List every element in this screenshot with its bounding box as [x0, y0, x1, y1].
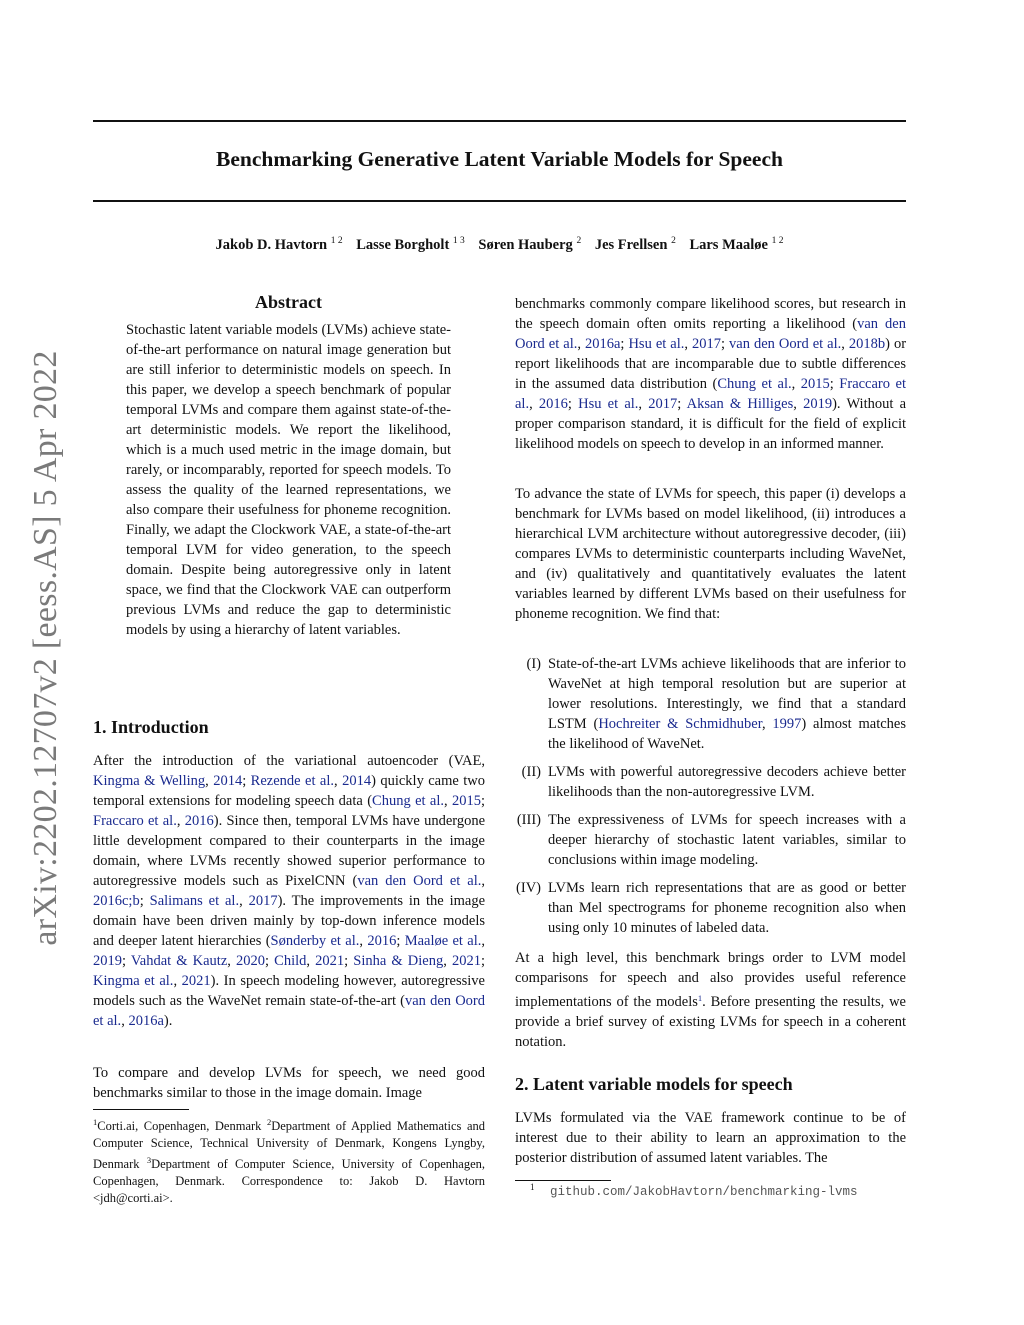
citation-link[interactable]: 2017 — [648, 396, 678, 412]
citation-link[interactable]: 2015 — [451, 793, 481, 809]
citation-link[interactable]: 2017 — [692, 336, 721, 352]
paper-title: Benchmarking Generative Latent Variable Models for Speech — [216, 147, 783, 171]
introduction-paragraph: After the introduction of the variational autoencoder (VAE, Kingma & Welling, 2014; Rezende et al., 2014) quickly came two temporal extensions for modeling speech data (Chung et al., 2015; Fraccaro et al., 2016). Since then, temporal LVMs have undergone little development compared to their counterparts in the image domain, where LVMs recently showed superior performance to autoregressive models such as PixelCNN (van den Oord et al., 2016c;b; Salimans et al., 2017). The improvements in the image domain have been driven mainly by top-down inference models and deeper latent hierarchies (Sønderby et al., 2016; Maaløe et al., 2019; Vahdat & Kautz, 2020; Child, 2021; Sinha & Dieng, 2021; Kingma et al., 2021). In speech modeling however, autoregressive models such as the WaveNet remain state-of-the-art (van den Oord et al., 2016a). — [93, 753, 486, 1029]
citation-link[interactable]: 2020 — [236, 953, 266, 969]
author: Lars Maaløe $^{1 2}$ — [689, 236, 784, 253]
footnote-ref[interactable]: 1 — [697, 993, 703, 1003]
code-footnote: 1 github.com/JakobHavtorn/benchmarking-lvms — [530, 1182, 858, 1199]
citation-link[interactable]: 2016 — [538, 396, 568, 412]
finding-item: (I) State-of-the-art LVMs achieve likelihoods that are inferior to WaveNet at high temporal resolution but are superior at lower resolutions. Interestingly, we find that a standard LSTM (Hochreiter & Schmidhuber, 1997) almost matches the likelihood of WaveNet. — [526, 656, 907, 752]
citation-link[interactable]: 2018b — [848, 336, 886, 352]
author: Lasse Borgholt $^{1 3}$ — [356, 236, 465, 253]
citation-link[interactable]: 2021 — [451, 953, 481, 969]
citation-link[interactable]: 1997 — [772, 716, 802, 732]
citation-link[interactable]: 2016c;b — [93, 893, 140, 909]
citation-link[interactable]: Hsu et al. — [578, 396, 639, 412]
contributions-paragraph: To advance the state of LVMs for speech, this paper (i) develops a benchmark for LVMs based on model likelihood, (ii) introduces a hierarchical LVM architecture without autoregressive decoder, (iii) compares LVMs to deterministic counterparts including WaveNet, and (iv) qualitatively and quantitatively evaluates the latent variables learned by different LVMs based on their usefulness for phoneme recognition. We find that: — [515, 486, 906, 622]
footnote-rule — [515, 1180, 611, 1181]
citation-link[interactable]: Maaløe et al. — [404, 933, 482, 949]
citation-link[interactable]: van den Oord et al. — [93, 993, 486, 1029]
citation-link[interactable]: van den Oord et al. — [357, 873, 482, 889]
citation-link[interactable]: 2016a — [128, 1013, 164, 1029]
author: Søren Hauberg $^2$ — [478, 236, 582, 253]
citation-link[interactable]: 2015 — [800, 376, 830, 392]
arxiv-identifier: arXiv:2202.12707v2 [eess.AS] 5 Apr 2022 — [27, 350, 64, 946]
citation-link[interactable]: Sønderby et al. — [270, 933, 360, 949]
citation-link[interactable]: Child — [274, 953, 307, 969]
introduction-paragraph: To compare and develop LVMs for speech, we need good benchmarks similar to those in the image domain. Image — [93, 1065, 485, 1101]
citation-link[interactable]: 2016 — [184, 813, 214, 829]
citation-link[interactable]: 2016a — [584, 336, 621, 352]
citation-link[interactable]: Chung et al. — [372, 793, 444, 809]
citation-link[interactable]: Sinha & Dieng — [353, 953, 444, 969]
citation-link[interactable]: Kingma et al. — [93, 973, 174, 989]
author: Jakob D. Havtorn $^{1 2}$ — [215, 236, 343, 253]
repository-link[interactable]: github.com/JakobHavtorn/benchmarking-lvms — [550, 1185, 858, 1199]
citation-link[interactable]: van den Oord et al. — [515, 316, 906, 352]
citation-link[interactable]: Hochreiter & Schmidhuber — [598, 716, 762, 732]
abstract-heading: Abstract — [255, 292, 322, 312]
citation-link[interactable]: 2019 — [803, 396, 833, 412]
section-heading-latent-variable-models: 2. Latent variable models for speech — [515, 1074, 793, 1094]
finding-item: (IV) LVMs learn rich representations that are as good or better than Mel spectrograms for phoneme recognition also when using only 10 minutes of labeled data. — [516, 880, 906, 936]
finding-item: (III) The expressiveness of LVMs for speech increases with a deeper hierarchy of stochastic latent variables, similar to conclusions within image modeling. — [516, 812, 906, 868]
footnote-rule — [93, 1109, 189, 1110]
citation-link[interactable]: 2017 — [248, 893, 278, 909]
author: Jes Frellsen $^2$ — [594, 236, 676, 253]
section2-paragraph: LVMs formulated via the VAE framework continue to be of interest due to their ability to learn an approximation to the posterior distribution of assumed latent variables. The — [515, 1110, 906, 1166]
body-paragraph: At a high level, this benchmark brings order to LVM model comparisons for speech and also provides useful reference implementations of the models$^1$. Before presenting the results, we provide a brief survey of existing LVMs for speech in a coherent notation. — [515, 950, 906, 1050]
citation-link[interactable]: Hsu et al. — [628, 336, 685, 352]
citation-link[interactable]: van den Oord et al. — [729, 336, 842, 352]
citation-link[interactable]: Chung et al. — [717, 376, 792, 392]
section-heading-introduction: 1. Introduction — [93, 717, 209, 737]
citation-link[interactable]: Kingma & Welling — [93, 773, 206, 789]
abstract-text: Stochastic latent variable models (LVMs) achieve state-of-the-art performance on natural image generation but are still inferior to deterministic models on speech. In this paper, we develop a speech benchmark of popular temporal LVMs and compare them against state-of-the-art deterministic models. We report the likelihood, which is a much used metric in the image domain, but rarely, or incomparably, reported for speech models. To assess the quality of the learned representations, we also compare their usefulness for phoneme recognition. Finally, we adapt the Clockwork VAE, a state-of-the-art temporal LVM for video generation, to the speech domain. Despite being autoregressive only in latent space, we find that the Clockwork VAE can outperform previous LVMs and reduce the gap to deterministic models by using a hierarchy of latent variables. — [126, 322, 451, 638]
citation-link[interactable]: 2014 — [342, 773, 372, 789]
citation-link[interactable]: Rezende et al. — [250, 773, 334, 789]
citation-link[interactable]: 2021 — [181, 973, 211, 989]
citation-link[interactable]: Fraccaro et al. — [515, 376, 906, 412]
body-paragraph: benchmarks commonly compare likelihood scores, but research in the speech domain often omits reporting a likelihood (van den Oord et al., 2016a; Hsu et al., 2017; van den Oord et al., 2018b) or report likelihoods that are incomparable due to subtle differences in the assumed data distribution (Chung et al., 2015; Fraccaro et al., 2016; Hsu et al., 2017; Aksan & Hilliges, 2019). Without a proper comparison standard, it is difficult for the field of explicit likelihood models on speech to develop in an informed manner. — [515, 296, 907, 452]
citation-link[interactable]: 2016 — [367, 933, 397, 949]
citation-link[interactable]: Fraccaro et al. — [93, 813, 177, 829]
citation-link[interactable]: Aksan & Hilliges — [686, 396, 794, 412]
citation-link[interactable]: Vahdat & Kautz — [130, 953, 228, 969]
title-rule-top — [93, 120, 906, 122]
title-rule-bottom — [93, 200, 906, 202]
citation-link[interactable]: 2019 — [93, 953, 122, 969]
finding-item: (II) LVMs with powerful autoregressive decoders achieve better likelihoods than the non-autoregressive LVM. — [521, 764, 906, 800]
affiliation-footnote: $^1$Corti.ai, Copenhagen, Denmark $^2$Department of Applied Mathematics and Computer Science, Technical University of Denmark, Kongens Lyngby, Denmark $^3$Department of Computer Science, University of Copenhagen, Copenhagen, Denmark. Correspondence to: Jakob D. Havtorn <jdh@corti.ai>. — [93, 1117, 485, 1205]
author-list — [93, 236, 906, 254]
citation-link[interactable]: 2021 — [315, 953, 345, 969]
citation-link[interactable]: Salimans et al. — [149, 893, 240, 909]
citation-link[interactable]: 2014 — [213, 773, 243, 789]
findings-list — [505, 654, 906, 946]
